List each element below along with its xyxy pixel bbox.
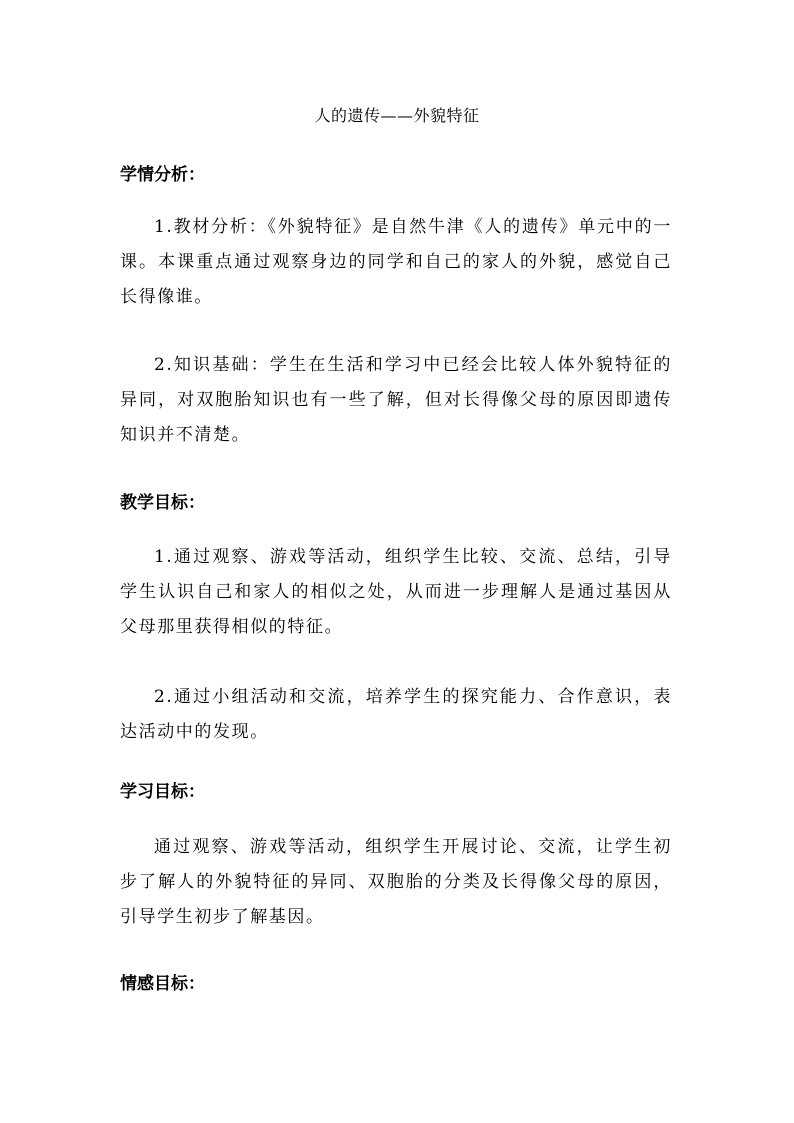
heading-learner-analysis: 学情分析：	[120, 165, 205, 185]
heading-teaching-goals: 教学目标：	[120, 493, 205, 513]
heading-learning-goals: 学习目标：	[120, 782, 205, 802]
paragraph-teaching-goal-2: 2.通过小组活动和交流，培养学生的探究能力、合作意识，表达活动中的发现。	[120, 687, 672, 742]
document-title: 人的遗传——外貌特征	[314, 106, 480, 125]
paragraph-teaching-goal-1: 1.通过观察、游戏等活动，组织学生比较、交流、总结，引导学生认识自己和家人的相似之处，从而进一步理解人是通过基因从父母那里获得相似的特征。	[120, 547, 672, 637]
paragraph-knowledge-basis: 2.知识基础：学生在生活和学习中已经会比较人体外貌特征的异同，对双胞胎知识也有一些了解，但对长得像父母的原因即遗传知识并不清楚。	[120, 355, 672, 445]
heading-emotional-goals: 情感目标：	[120, 974, 205, 994]
paragraph-textbook-analysis: 1.教材分析：《外貌特征》是自然牛津《人的遗传》单元中的一课。本课重点通过观察身边的同学和自己的家人的外貌，感觉自己长得像谁。	[120, 217, 672, 307]
paragraph-learning-goals: 通过观察、游戏等活动，组织学生开展讨论、交流，让学生初步了解人的外貌特征的异同、双胞胎的分类及长得像父母的原因，引导学生初步了解基因。	[120, 837, 672, 927]
